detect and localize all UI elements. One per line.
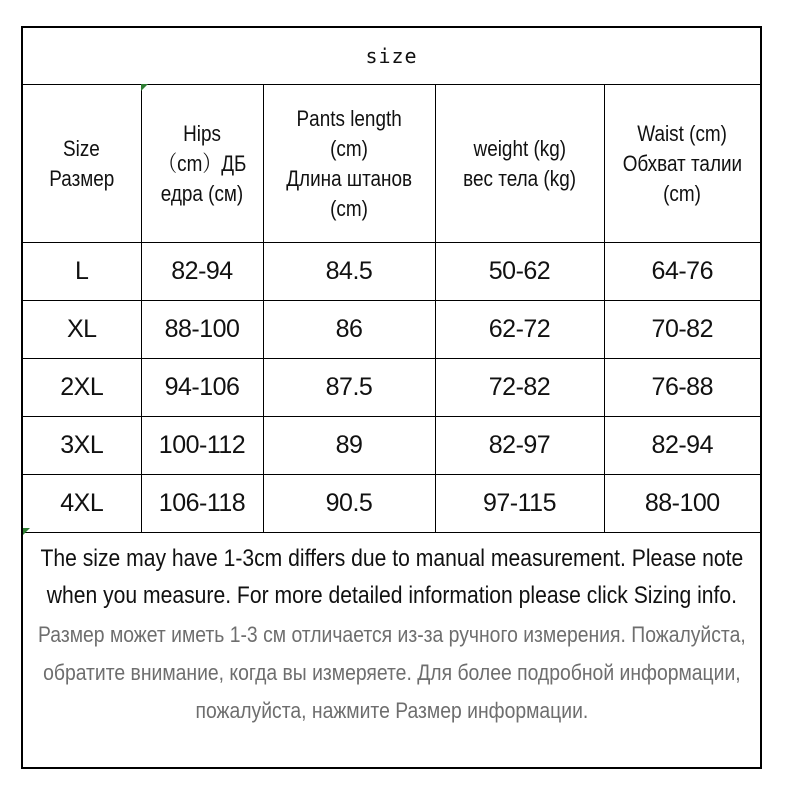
table-row [23,417,760,475]
header-hips [141,85,263,243]
corner-mark-header [141,84,148,91]
table-header-row [23,85,760,243]
header-size [23,85,141,243]
table-row [23,359,760,417]
header-pants-length-unit: (cm) [330,135,368,161]
header-pants-length-unit-ru: (cm) [330,195,368,221]
table-row [23,301,760,359]
table-row [23,243,760,301]
cell-pants-length: 87.5 [263,359,435,417]
table-row [23,475,760,533]
header-size-ru: Размер [49,165,115,191]
cell-weight: 50-62 [435,243,604,301]
cell-hips: 88-100 [141,301,263,359]
note-russian [23,616,760,730]
cell-hips: 82-94 [141,243,263,301]
cell-waist: 76-88 [604,359,760,417]
cell-size: 2XL [23,359,141,417]
cell-hips: 106-118 [141,475,263,533]
cell-pants-length: 86 [263,301,435,359]
cell-pants-length: 89 [263,417,435,475]
note-russian-text: Размер может иметь 1-3 см отличается из-за ручного измерения. Пожалуйста, обратите внимание, когда вы измеряете. Для более подробной информации, пожалуйста, нажмите Размер информации. [37,622,746,723]
table-title-row [23,28,760,85]
note-english-text: The size may have 1-3cm differs due to manual measurement. Please note when you measure. For more detailed information please click Sizing info. [40,545,743,609]
header-size-en: Size [63,135,101,161]
cell-weight: 72-82 [435,359,604,417]
header-weight-ru: вес тела (kg) [463,165,576,191]
cell-size: L [23,243,141,301]
cell-pants-length: 90.5 [263,475,435,533]
header-hips-ru: едра (см) [160,180,244,206]
cell-waist: 82-94 [604,417,760,475]
header-waist-ru: Обхват талии [622,150,742,176]
header-weight-en: weight (kg) [473,135,566,161]
size-chart [21,26,762,769]
cell-hips: 94-106 [141,359,263,417]
cell-waist: 88-100 [604,475,760,533]
table-title: size [23,28,760,85]
size-table [23,28,760,533]
cell-size: 3XL [23,417,141,475]
header-waist-en: Waist (cm) [637,120,728,146]
note-english [23,540,760,614]
header-pants-length-en: Pants length [296,105,402,131]
cell-weight: 97-115 [435,475,604,533]
header-pants-length [263,85,435,243]
cell-waist: 64-76 [604,243,760,301]
cell-waist: 70-82 [604,301,760,359]
cell-size: XL [23,301,141,359]
cell-weight: 82-97 [435,417,604,475]
header-weight [435,85,604,243]
cell-weight: 62-72 [435,301,604,359]
cell-hips: 100-112 [141,417,263,475]
cell-pants-length: 84.5 [263,243,435,301]
header-waist-unit: (cm) [663,180,702,206]
notes-section [23,528,760,768]
header-hips-unit: （cm）ДБ [157,150,247,176]
header-waist [604,85,760,243]
cell-size: 4XL [23,475,141,533]
header-hips-en: Hips [183,120,221,146]
header-pants-length-ru: Длина штанов [286,165,412,191]
